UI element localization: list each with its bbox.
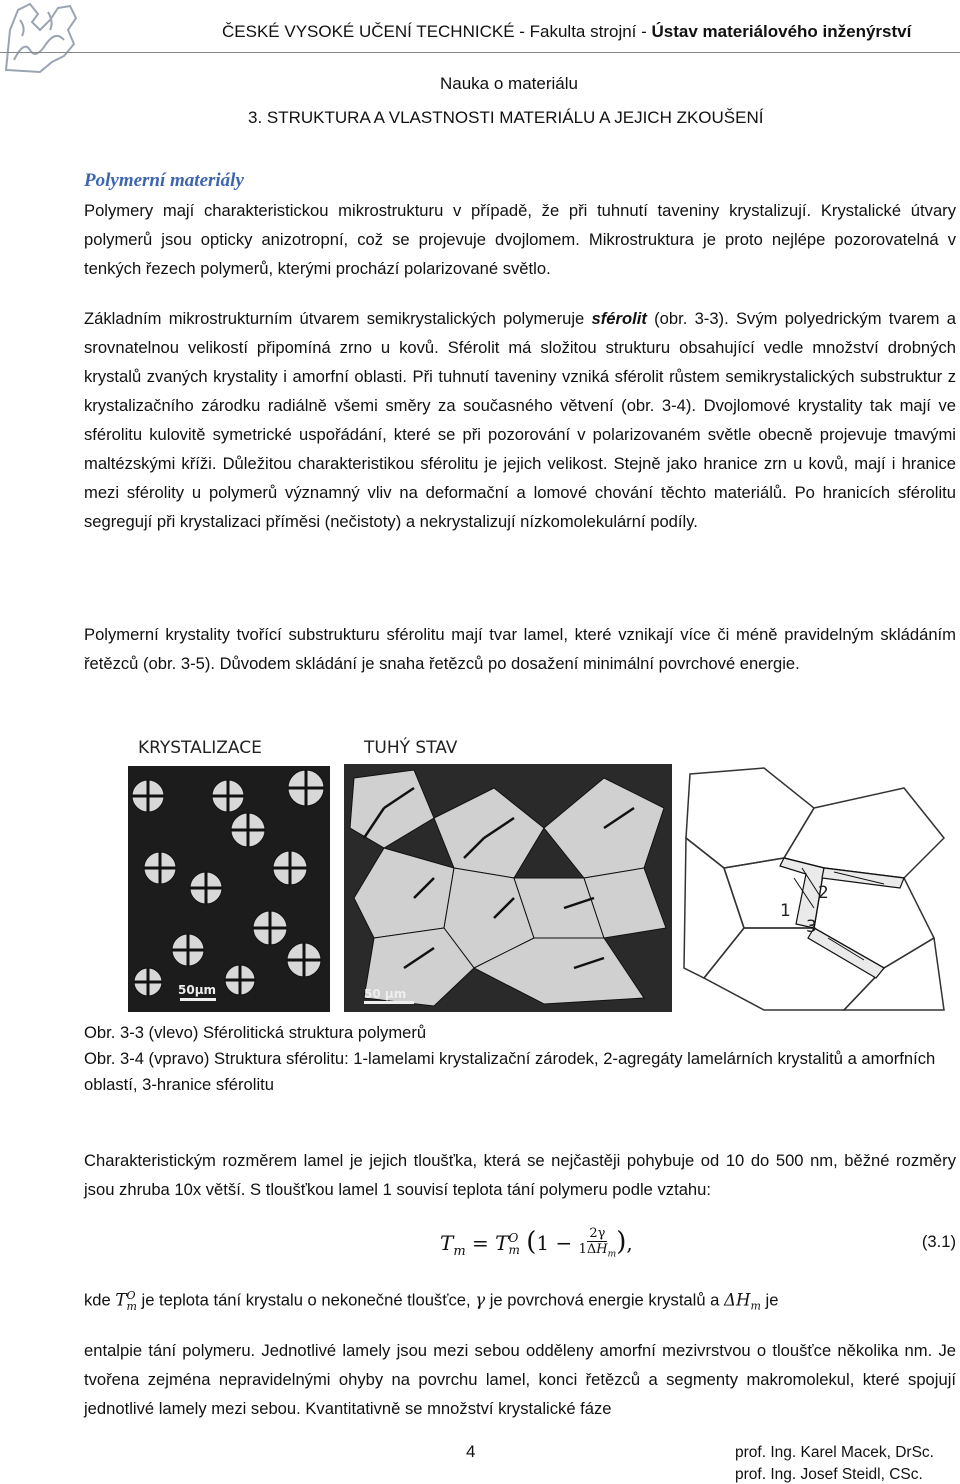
author-2: prof. Ing. Josef Steidl, CSc. [735,1466,923,1483]
paragraph-4: Charakteristickým rozměrem lamel je jejich tloušťka, která se nejčastěji pohybuje od 10 do 500 nm, běžné rozměry jsou zhruba 10x větší. S tloušťkou lamel 1 souvisí teplota tání polymeru podle vztahu: [84,1151,956,1199]
eq-one: 1 [536,1230,550,1255]
caption-fig-3-4: Obr. 3-4 (vpravo) Struktura sférolitu: 1-lamelami krystalizační zárodek, 2-agregáty lamelárních krystalitů a amorfních oblastí, 3-hranice sférolitu [84,1049,936,1094]
kde-dH-sub: m [750,1299,761,1313]
eq-lhs: T [440,1230,454,1255]
eq-equals: = [472,1230,489,1255]
eq-lhs-sub: m [453,1243,466,1259]
figure-left-scale: 50μm [178,983,217,997]
kde-w4: je [760,1290,779,1310]
chapter-title: 3. STRUKTURA A VLASTNOSTI MATERIÁLU A JEJICH ZKOUŠENÍ [248,108,764,127]
kde-w3: je povrchová energie krystalů a [485,1290,725,1310]
eq-den-sub: m [607,1249,617,1260]
kde-gamma: γ [475,1290,486,1310]
kde-w2: je teplota tání krystalu o nekonečné tloušťce, [136,1290,476,1310]
p2-text-before: Základním mikrostrukturním útvarem semikrystalických polymeruje [84,309,592,328]
kde-T: T [115,1290,127,1310]
kde-T-sup: O [126,1289,136,1302]
department-name: Ústav materiálového inženýrství [651,22,912,41]
eq-rhs-T: T [495,1230,509,1255]
label-1: 1 [780,901,791,921]
eq-rhs-sup: O [508,1231,519,1246]
page-number: 4 [466,1442,476,1461]
equation-3-1 [84,1222,956,1262]
figure-solid-state [344,728,948,1012]
label-2: 2 [818,883,829,903]
paragraph-3: Polymerní krystality tvořící substrukturu sférolitu mají tvar lamel, které vznikají více či méně pravidelným skládáním řetězců (obr. 3-5). Důvodem skládání je snaha řetězců po dosažení minimální povrchové energie. [84,625,956,673]
university-logo [0,0,82,78]
eq-comma: , [626,1230,633,1255]
institution-name: ČESKÉ VYSOKÉ UČENÍ TECHNICKÉ - Fakulta strojní - [222,22,652,41]
figure-right-scale: 50 μm [364,987,407,1001]
paragraph-5: entalpie tání polymeru. Jednotlivé lamely jsou mezi sebou odděleny amorfní mezivrstvou o tloušťce několika nm. Je tvořena zejména nepravidelnými ohyby na povrchu lamel, konci řetězců a segmenty makromolekul, které spojují jednotlivé lamely mezi sebou. Kvantitativně se množství krystalické fáze [84,1341,956,1418]
eq-minus: − [555,1230,573,1255]
figure-spherulites-crystallization [128,728,330,1012]
section-title: Polymerní materiály [84,170,244,191]
header-institution [222,22,911,42]
equation-number: (3.1) [921,1232,956,1251]
kde-w1: kde [84,1290,116,1310]
equation-explanation [84,1290,778,1313]
paragraph-2 [84,304,956,536]
caption-fig-3-3: Obr. 3-3 (vlevo) Sférolitická struktura polymerů [84,1023,427,1042]
equation-body: $T_m = T$ O m (1 − 2γ $1\Delta H_m$ ), [440,1226,633,1260]
term-sferolit: sférolit [591,309,647,328]
paragraph-1: Polymery mají charakteristickou mikrostrukturu v případě, že při tuhnutí taveniny krystalizují. Krystalické útvary polymerů jsou opticky anizotropní, což se projevuje dvojlomem. Mikrostruktura je proto nejlépe pozorovatelná v tenkých řezech polymerů, kterými prochází polarizované světlo. [84,201,956,278]
course-title: Nauka o materiálu [440,74,578,93]
eq-den-H: H [596,1242,608,1257]
author-1: prof. Ing. Karel Macek, DrSc. [735,1444,934,1461]
label-3: 3 [806,917,817,937]
kde-T-sub: m [126,1300,137,1313]
figure-left-label: KRYSTALIZACE [138,738,262,758]
kde-dH: ΔH [724,1290,751,1310]
eq-numerator: 2γ [589,1226,606,1241]
eq-den-prefix: 1Δ [578,1242,597,1257]
header-divider [0,52,960,53]
figure-right-label: TUHÝ STAV [364,738,458,758]
eq-rhs-sub: m [508,1243,520,1258]
p2-text-after: (obr. 3-3). Svým polyedrickým tvarem a srovnatelnou velikostí připomíná zrno u kovů. Sférolit má složitou strukturu obsahující vedle množství drobných krystalů zvaných krystality i amorfní oblasti. Při tuhnutí taveniny vzniká sférolit růstem semikrystalických substruktur z krystalizačního zárodku radiálně všemi směry za současného větvení (obr. 3-4). Dvojlomové krystality tak mají ve sférolitu kulovitě symetrické uspořádání, které se při pozorování v polarizovaném světle obecně projevuje tmavými maltézskými kříži. Důležitou charakteristikou sférolitu je jejich velikost. Stejně jako hranice zrn u kovů, mají i hranice mezi sférolity u polymerů významný vliv na deformační a lomové chování těchto materiálů. Po hranicích sférolitu segregují při krystalizaci příměsi (nečistoty) a nekrystalizují nízkomolekulární podíly. [84,309,956,531]
